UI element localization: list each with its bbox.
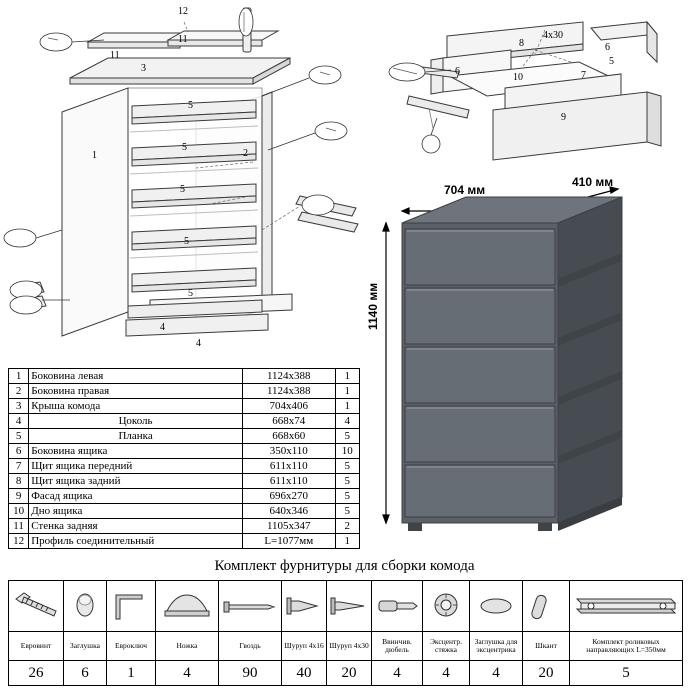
table-row xyxy=(9,429,360,444)
hw-pic-cell xyxy=(423,581,470,632)
callout-3: 3 xyxy=(141,63,146,74)
callout-6-left: 6 xyxy=(455,66,460,77)
hw-name: Гвоздь xyxy=(219,632,282,661)
callout-4-b: 4 xyxy=(196,338,201,349)
part-index: 11 xyxy=(9,519,29,534)
table-row xyxy=(9,459,360,474)
part-qty: 1 xyxy=(335,369,359,384)
part-name: Дно ящика xyxy=(29,504,243,519)
part-index: 5 xyxy=(9,429,29,444)
table-row xyxy=(9,489,360,504)
hw-name: Евроключ xyxy=(107,632,156,661)
hw-pic-cell xyxy=(107,581,156,632)
part-qty: 5 xyxy=(335,429,359,444)
callout-5-b: 5 xyxy=(182,142,187,153)
hw-name: Шкант xyxy=(523,632,570,661)
callout-5-drawer: 5 xyxy=(609,56,614,67)
part-dim: 611x110 xyxy=(242,474,335,489)
hw-count: 4 xyxy=(156,661,219,686)
hw-count: 20 xyxy=(523,661,570,686)
hw-pic-cell xyxy=(372,581,423,632)
table-row xyxy=(9,384,360,399)
hardware-table xyxy=(8,580,683,686)
part-index: 4 xyxy=(9,414,29,429)
hw-pic-cell xyxy=(219,581,282,632)
hw-name: Ножка xyxy=(156,632,219,661)
euro-screw-icon xyxy=(10,585,62,627)
hw-name: Евровинт xyxy=(9,632,64,661)
part-qty: 5 xyxy=(335,474,359,489)
part-index: 9 xyxy=(9,489,29,504)
hw-name: Шуруп 4х16 xyxy=(282,632,327,661)
callout-8: 8 xyxy=(519,38,524,49)
hw-count: 26 xyxy=(9,661,64,686)
part-index: 6 xyxy=(9,444,29,459)
part-name: Боковина левая xyxy=(29,369,243,384)
hw-name: Ввинчив. дюбель xyxy=(372,632,423,661)
roller-slides-icon xyxy=(571,585,681,627)
part-dim: 696x270 xyxy=(242,489,335,504)
hw-count: 1 xyxy=(107,661,156,686)
eccentric-cap-icon xyxy=(471,585,521,627)
table-row xyxy=(9,399,360,414)
part-qty: 2 xyxy=(335,519,359,534)
callout-7: 7 xyxy=(581,70,586,81)
table-row xyxy=(9,519,360,534)
table-row xyxy=(9,369,360,384)
height-dimension-label: 1140 мм xyxy=(366,282,380,330)
hw-pic-cell xyxy=(9,581,64,632)
callout-12: 12 xyxy=(178,6,188,17)
part-dim: 1124x388 xyxy=(242,384,335,399)
hw-pic-cell xyxy=(523,581,570,632)
hw-count: 5 xyxy=(570,661,683,686)
part-qty: 1 xyxy=(335,384,359,399)
hw-count: 6 xyxy=(64,661,107,686)
callout-11-right: 11 xyxy=(178,34,188,45)
eccentric-coupler-icon xyxy=(424,585,468,627)
callout-5-c: 5 xyxy=(180,184,185,195)
hw-count: 20 xyxy=(327,661,372,686)
part-name: Цоколь xyxy=(29,414,243,429)
callout-11-left: 11 xyxy=(110,50,120,61)
exploded-view-cabinet xyxy=(0,0,380,360)
dresser-3d-view xyxy=(372,175,684,555)
part-dim: 704x406 xyxy=(242,399,335,414)
hw-name: Эксцентр. стяжка xyxy=(423,632,470,661)
part-qty: 10 xyxy=(335,444,359,459)
table-row xyxy=(9,444,360,459)
width-dimension-label: 704 мм xyxy=(444,183,486,197)
hw-pic-cell xyxy=(64,581,107,632)
part-index: 2 xyxy=(9,384,29,399)
callout-4x30: 4х30 xyxy=(543,30,563,41)
callout-5-d: 5 xyxy=(184,236,189,247)
part-name: Фасад ящика xyxy=(29,489,243,504)
hw-pic-cell xyxy=(282,581,327,632)
hw-count: 40 xyxy=(282,661,327,686)
screw-in-dowel-icon xyxy=(373,585,421,627)
part-dim: 611x110 xyxy=(242,459,335,474)
hw-name: Заглушка xyxy=(64,632,107,661)
part-dim: L=1077мм xyxy=(242,534,335,549)
leg-icon xyxy=(157,585,217,627)
table-row xyxy=(9,504,360,519)
part-index: 12 xyxy=(9,534,29,549)
hw-pic-cell xyxy=(470,581,523,632)
nail-icon xyxy=(220,585,280,627)
screw-4x30-icon xyxy=(328,585,370,627)
callout-4-a: 4 xyxy=(160,322,165,333)
hw-count: 4 xyxy=(470,661,523,686)
callout-6-right: 6 xyxy=(605,42,610,53)
hardware-section-title: Комплект фурнитуры для сборки комода xyxy=(214,558,475,574)
part-index: 7 xyxy=(9,459,29,474)
part-dim: 668x60 xyxy=(242,429,335,444)
hw-pic-cell xyxy=(327,581,372,632)
part-name: Крыша комода xyxy=(29,399,243,414)
hw-name: Комплект роликовых направляющих L=350мм xyxy=(570,632,683,661)
table-row xyxy=(9,474,360,489)
dowel-icon xyxy=(524,585,568,627)
table-row xyxy=(9,534,360,549)
part-index: 10 xyxy=(9,504,29,519)
euro-key-icon xyxy=(108,585,154,627)
part-qty: 5 xyxy=(335,489,359,504)
callout-9: 9 xyxy=(561,112,566,123)
part-dim: 350x110 xyxy=(242,444,335,459)
part-dim: 640x346 xyxy=(242,504,335,519)
screw-4x16-icon xyxy=(283,585,325,627)
part-qty: 5 xyxy=(335,504,359,519)
part-dim: 1124x388 xyxy=(242,369,335,384)
hw-count: 4 xyxy=(423,661,470,686)
callout-2: 2 xyxy=(243,148,248,159)
callout-5-e: 5 xyxy=(188,288,193,299)
part-index: 3 xyxy=(9,399,29,414)
part-name: Щит ящика задний xyxy=(29,474,243,489)
part-name: Стенка задняя xyxy=(29,519,243,534)
hw-count: 90 xyxy=(219,661,282,686)
part-name: Профиль соединительный xyxy=(29,534,243,549)
depth-dimension-label: 410 мм xyxy=(572,175,614,189)
table-row xyxy=(9,414,360,429)
cap-icon xyxy=(65,585,105,627)
parts-table xyxy=(8,368,360,549)
hw-name: Шуруп 4х30 xyxy=(327,632,372,661)
part-qty: 4 xyxy=(335,414,359,429)
part-name: Боковина правая xyxy=(29,384,243,399)
part-qty: 1 xyxy=(335,534,359,549)
callout-10: 10 xyxy=(513,72,523,83)
part-name: Планка xyxy=(29,429,243,444)
callout-5-a: 5 xyxy=(188,100,193,111)
part-name: Щит ящика передний xyxy=(29,459,243,474)
part-index: 8 xyxy=(9,474,29,489)
hw-pic-cell xyxy=(156,581,219,632)
part-qty: 1 xyxy=(335,399,359,414)
part-name: Боковина ящика xyxy=(29,444,243,459)
callout-1: 1 xyxy=(92,150,97,161)
hw-count: 4 xyxy=(372,661,423,686)
part-dim: 1105x347 xyxy=(242,519,335,534)
exploded-view-drawer xyxy=(385,0,689,165)
part-qty: 5 xyxy=(335,459,359,474)
part-dim: 668x74 xyxy=(242,414,335,429)
part-index: 1 xyxy=(9,369,29,384)
hw-pic-cell xyxy=(570,581,683,632)
hw-name: Заглушка для эксцентрика xyxy=(470,632,523,661)
